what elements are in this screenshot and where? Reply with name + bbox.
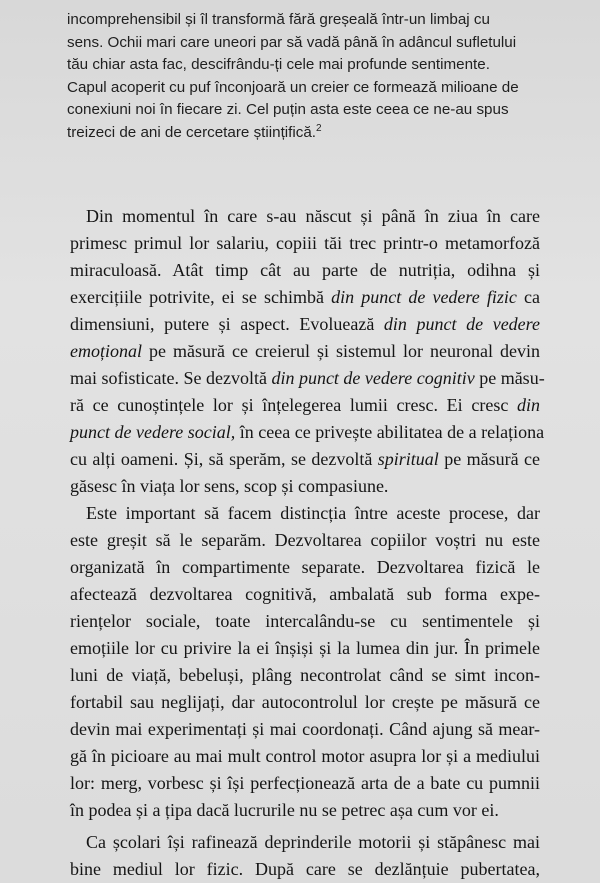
italic-term: din punct de vedere cognitiv bbox=[271, 368, 475, 388]
paragraph-development-dimensions bbox=[70, 203, 545, 500]
italic-term: emoțional bbox=[70, 341, 142, 361]
quote-text: treizeci de ani de cercetare științifică. bbox=[67, 123, 317, 141]
text-line bbox=[70, 365, 545, 392]
text-line: gă în picioare au mai mult control motor asupra lor și a mediului bbox=[70, 746, 540, 766]
text-line bbox=[70, 392, 540, 419]
text-line: organizată în compartimente separate. Dezvoltarea fizică le bbox=[70, 557, 540, 577]
text-line: este greșit să le separăm. Dezvoltarea copiilor voștri nu este bbox=[70, 530, 540, 550]
text-run: cu alți oameni. Și, să sperăm, se dezvoltă bbox=[70, 449, 378, 469]
text-line: lor: merg, vorbesc și își perfecționează arta de a bate cu pumnii bbox=[70, 773, 540, 793]
italic-term: spiritual bbox=[377, 449, 439, 469]
quote-line: sens. Ochii mari care uneori par să vadă până în adâncul sufletului bbox=[67, 33, 517, 51]
text-line: afectează dezvoltarea cognitivă, ambalată sub forma expe- bbox=[70, 584, 540, 604]
quote-line: tău chiar asta fac, descifrându-ți cele mai profunde sentimente. bbox=[67, 56, 490, 73]
italic-term: din punct de vedere fizic bbox=[331, 287, 517, 307]
text-line bbox=[70, 311, 540, 338]
text-line: devin mai experimentați și mai coordonați. Când ajung să mear- bbox=[70, 719, 540, 739]
italic-term: din bbox=[516, 395, 540, 415]
italic-term: punct de vedere social, bbox=[70, 422, 236, 442]
text-line bbox=[70, 338, 540, 365]
text-line bbox=[70, 419, 545, 446]
text-line bbox=[70, 446, 540, 473]
quote-line: Capul acoperit cu puf înconjoară un creier ce formează milioane de bbox=[67, 78, 519, 96]
text-line bbox=[70, 284, 540, 311]
text-line: fortabil sau neglijați, dar autocontrolul lor crește pe măsură ce bbox=[70, 692, 540, 712]
italic-term: din punct de vedere bbox=[383, 314, 541, 334]
quote-line: conexiuni noi în fiecare zi. Cel puțin asta este ceea ce ne-au spus bbox=[67, 101, 509, 118]
footnote-mark: 2 bbox=[316, 122, 322, 134]
text-line: bine mediul lor fizic. După care se dezlănțuie pubertatea, bbox=[70, 859, 540, 879]
text-line: Din momentul în care s-au născut și până în ziua în care bbox=[86, 206, 540, 226]
text-run: ca bbox=[516, 287, 540, 307]
quote-line: incomprehensibil și îl transformă fără greșeală într-un limbaj cu bbox=[67, 11, 490, 28]
text-line: Ca școlari își rafinează deprinderile motorii și stăpânesc mai bbox=[86, 832, 540, 852]
text-line: găsesc în viața lor sens, scop și compasiune. bbox=[70, 476, 389, 496]
text-run: pe măsură ce bbox=[438, 449, 540, 469]
paragraph-integrated-development bbox=[70, 500, 540, 824]
text-line: miraculoasă. Atât timp cât au parte de nutriția, odihna și bbox=[70, 260, 540, 280]
text-run: exercițiile potrivite, ei se schimbă bbox=[70, 287, 332, 307]
text-line: în podea și a țipa dacă lucrurile nu se petrec așa cum vor ei. bbox=[70, 800, 499, 820]
text-line: luni de viață, bebeluși, plâng necontrolat când se simt incon- bbox=[70, 665, 540, 685]
text-run: mai sofisticate. Se dezvoltă bbox=[70, 368, 272, 388]
text-line: emoțiile lor cu privire la ei înșiși și la lumea din jur. În primele bbox=[70, 638, 540, 658]
body-text bbox=[70, 203, 545, 883]
paragraph-school-age bbox=[70, 829, 540, 883]
indented-quote-block bbox=[67, 9, 537, 144]
text-run: dimensiuni, putere și aspect. Evoluează bbox=[70, 314, 384, 334]
text-line: primesc primul lor salariu, copiii tăi trec printr-o metamorfoză bbox=[70, 233, 540, 253]
text-run: în ceea ce privește abilitatea de a relaționa bbox=[235, 422, 545, 442]
text-line: Este important să facem distincția între aceste procese, dar bbox=[86, 503, 540, 523]
text-run: pe măsu- bbox=[474, 368, 545, 388]
text-run: ră ce cunoștințele lor și înțelegerea lumii cresc. Ei cresc bbox=[70, 395, 517, 415]
text-line: riențelor sociale, toate intercalându-se cu sentimentele și bbox=[70, 611, 540, 631]
text-run: pe măsură ce creierul și sistemul lor neuronal devin bbox=[142, 341, 540, 361]
quote-line-last bbox=[67, 122, 537, 145]
